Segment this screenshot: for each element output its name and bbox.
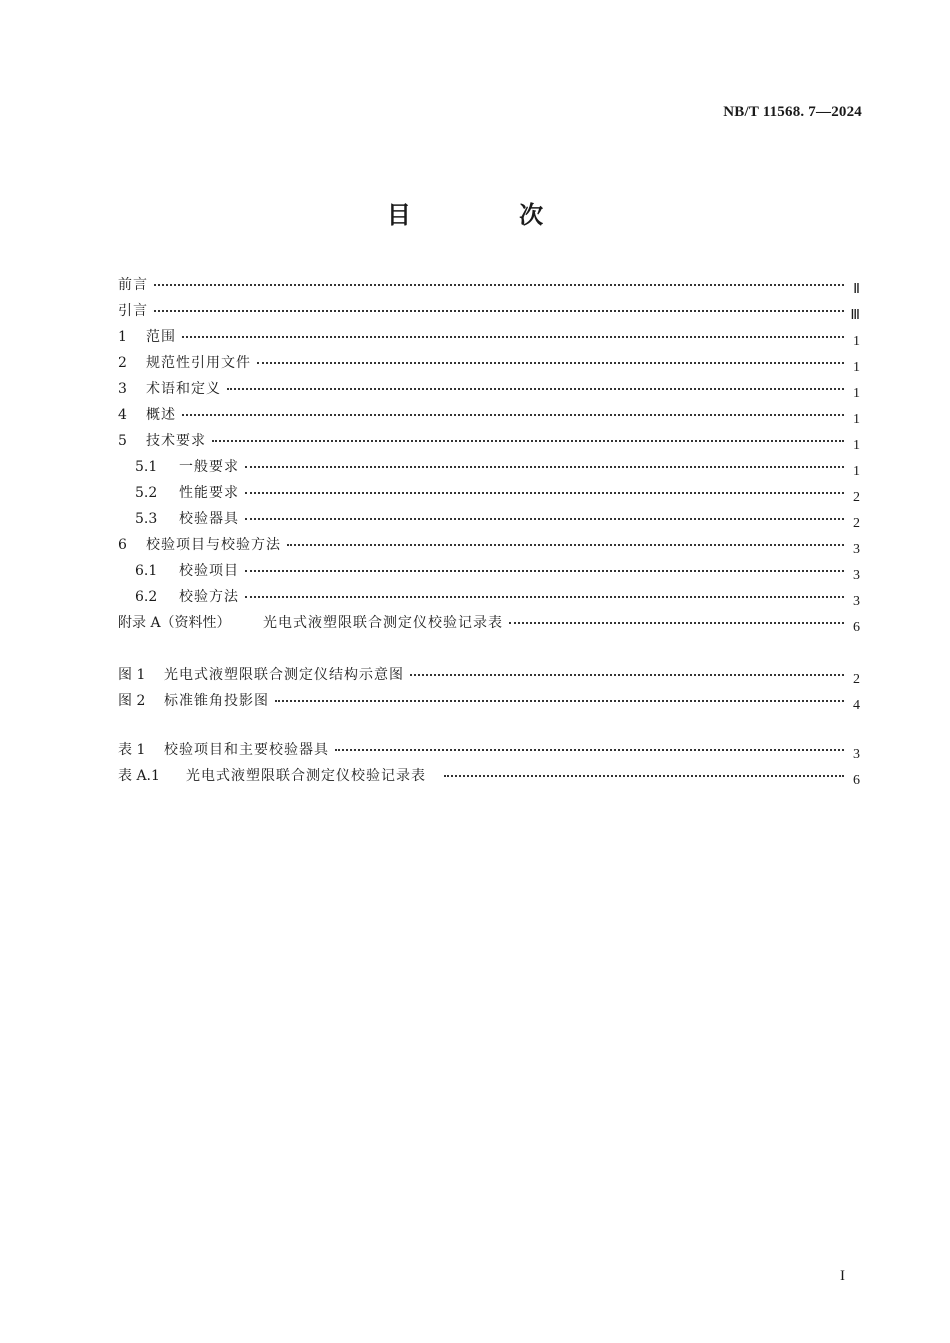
dot-leader xyxy=(335,749,844,751)
dot-leader xyxy=(182,414,844,416)
toc-entry-number: 3 xyxy=(118,381,127,397)
dot-leader xyxy=(182,336,844,338)
toc-entry-label: 标准锥角投影图 xyxy=(164,693,269,709)
dot-leader xyxy=(245,596,844,598)
toc-entry-page: 1 xyxy=(853,438,860,453)
toc-entry-figure-2[interactable] xyxy=(118,688,860,714)
toc-entry-label: 光电式液塑限联合测定仪校验记录表 xyxy=(186,768,426,784)
toc-entry-label: 术语和定义 xyxy=(146,381,221,397)
toc-entry-number: 6.2 xyxy=(135,589,158,605)
toc-entry-number: 图 1 xyxy=(118,667,146,683)
toc-entry-number: 表 1 xyxy=(118,742,146,758)
toc-sections xyxy=(118,272,860,636)
dot-leader xyxy=(257,362,844,364)
toc-entry-number: 2 xyxy=(118,355,127,371)
dot-leader xyxy=(245,570,844,572)
dot-leader xyxy=(227,388,844,390)
toc-entry-label: 前言 xyxy=(118,277,148,293)
dot-leader xyxy=(275,700,844,702)
toc-entry-page: Ⅲ xyxy=(850,308,860,323)
toc-entry-normative-references[interactable] xyxy=(118,350,860,376)
toc-entry-page: 2 xyxy=(853,672,860,687)
toc-entry-table-a1[interactable] xyxy=(118,763,860,789)
toc-entry-overview[interactable] xyxy=(118,402,860,428)
toc-entry-number: 1 xyxy=(118,329,127,345)
toc-entry-general-requirements[interactable] xyxy=(118,454,860,480)
toc-entry-label: 概述 xyxy=(146,407,176,423)
dot-leader xyxy=(245,492,844,494)
toc-entry-table-1[interactable] xyxy=(118,737,860,763)
toc-entry-label: 引言 xyxy=(118,303,148,319)
toc-entry-page: 3 xyxy=(853,568,860,583)
dot-leader xyxy=(287,544,844,546)
toc-entry-label: 校验方法 xyxy=(179,589,239,605)
toc-entry-calibration-items[interactable] xyxy=(118,558,860,584)
toc-entry-page: 6 xyxy=(853,773,860,788)
toc-entry-introduction[interactable] xyxy=(118,298,860,324)
toc-entry-page: 4 xyxy=(853,698,860,713)
toc-entry-page: 3 xyxy=(853,542,860,557)
toc-entry-page: 1 xyxy=(853,386,860,401)
toc-entry-page: 1 xyxy=(853,334,860,349)
dot-leader xyxy=(410,674,844,676)
toc-entry-preface[interactable] xyxy=(118,272,860,298)
toc-entry-number: 5.3 xyxy=(135,511,158,527)
toc-entry-performance-requirements[interactable] xyxy=(118,480,860,506)
toc-entry-appendix-a[interactable] xyxy=(118,610,860,636)
toc-entry-page: 2 xyxy=(853,516,860,531)
dot-leader xyxy=(444,775,844,777)
toc-entry-label: 技术要求 xyxy=(146,433,206,449)
toc-entry-label: 规范性引用文件 xyxy=(146,355,251,371)
toc-entry-number: 5.2 xyxy=(135,485,158,501)
toc-entry-page: 3 xyxy=(853,747,860,762)
toc-entry-page: 1 xyxy=(853,412,860,427)
dot-leader xyxy=(154,284,844,286)
dot-leader xyxy=(154,310,844,312)
toc-entry-label: 范围 xyxy=(146,329,176,345)
toc-entry-label: 光电式液塑限联合测定仪结构示意图 xyxy=(164,667,404,683)
toc-entry-label: 性能要求 xyxy=(179,485,239,501)
dot-leader xyxy=(245,466,844,468)
toc-entry-label: 校验项目 xyxy=(179,563,239,579)
toc-entry-label: 一般要求 xyxy=(179,459,239,475)
page-title: 目 次 xyxy=(386,201,594,229)
toc-entry-number: 表 A.1 xyxy=(118,768,160,784)
toc-entry-calibration-tools[interactable] xyxy=(118,506,860,532)
toc-entry-number: 5.1 xyxy=(135,459,158,475)
toc-entry-number: 4 xyxy=(118,407,127,423)
toc-entry-number: 6 xyxy=(118,537,127,553)
toc-entry-figure-1[interactable] xyxy=(118,662,860,688)
toc-entry-number: 图 2 xyxy=(118,693,146,709)
toc-entry-page: 1 xyxy=(853,464,860,479)
toc-entry-page: 6 xyxy=(853,620,860,635)
toc-entry-calibration-methods[interactable] xyxy=(118,584,860,610)
toc-entry-page: 1 xyxy=(853,360,860,375)
dot-leader xyxy=(212,440,844,442)
page-number: I xyxy=(840,1268,845,1284)
toc-entry-label: 校验器具 xyxy=(179,511,239,527)
toc-entry-number: 5 xyxy=(118,433,127,449)
dot-leader xyxy=(245,518,844,520)
toc-entry-label: 校验项目与校验方法 xyxy=(146,537,281,553)
toc-entry-label: 校验项目和主要校验器具 xyxy=(164,742,329,758)
toc-entry-page: 2 xyxy=(853,490,860,505)
toc-entry-number: 附录 A（资料性） xyxy=(118,615,231,631)
document-code: NB/T 11568. 7—2024 xyxy=(723,104,862,120)
toc-figures xyxy=(118,662,860,714)
toc-entry-number: 6.1 xyxy=(135,563,158,579)
dot-leader xyxy=(509,622,844,624)
toc-entry-technical-requirements[interactable] xyxy=(118,428,860,454)
toc-entry-page: 3 xyxy=(853,594,860,609)
toc-entry-terms[interactable] xyxy=(118,376,860,402)
toc-tables xyxy=(118,737,860,789)
toc-entry-scope[interactable] xyxy=(118,324,860,350)
toc-entry-page: Ⅱ xyxy=(853,282,860,297)
toc-entry-calibration-items-methods[interactable] xyxy=(118,532,860,558)
toc-entry-label: 光电式液塑限联合测定仪校验记录表 xyxy=(263,615,503,631)
